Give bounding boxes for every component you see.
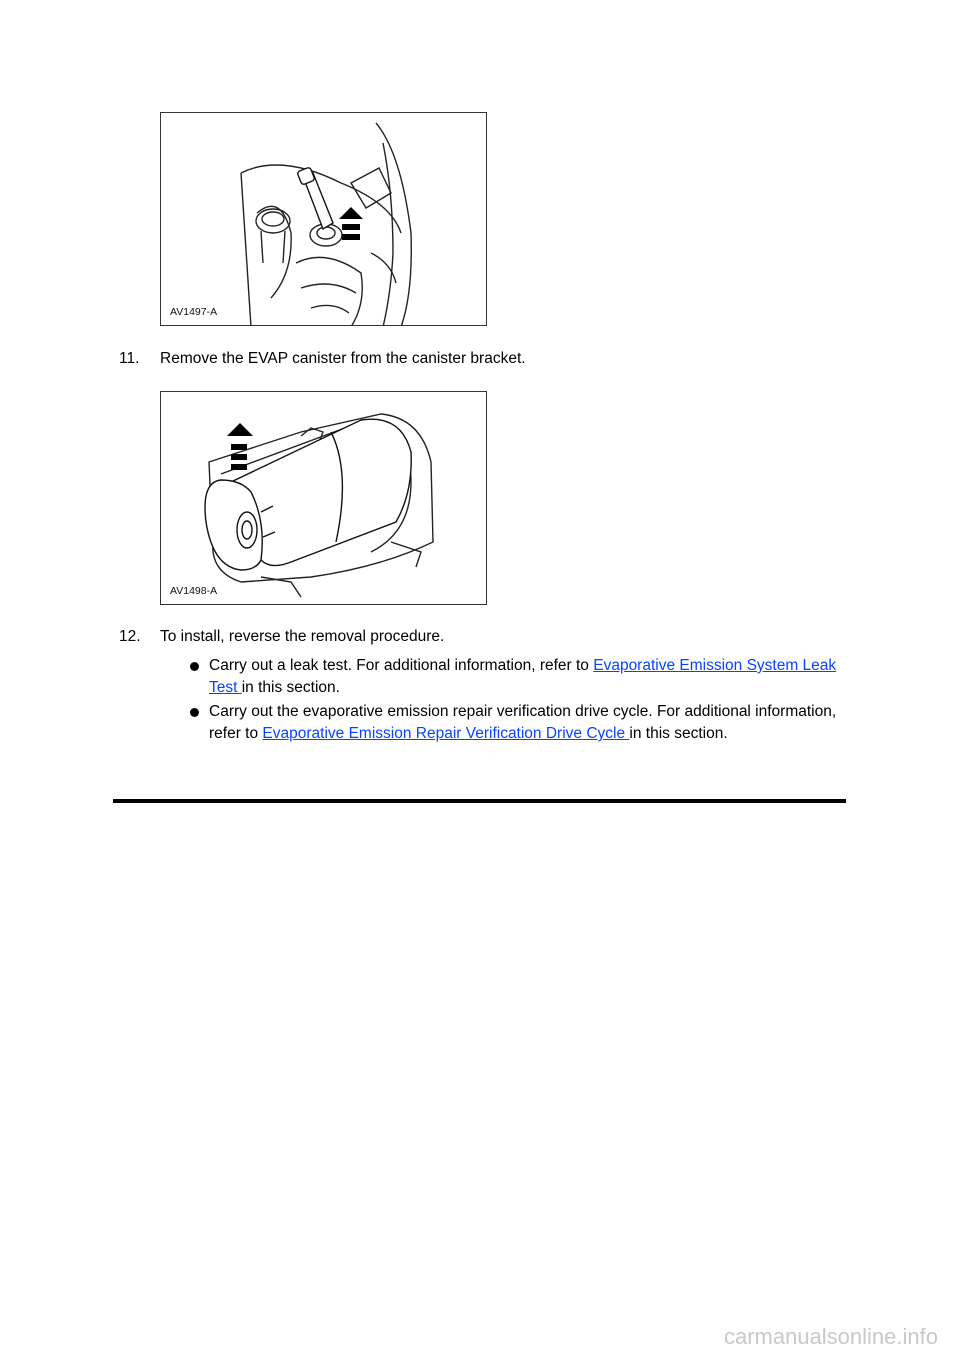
figure-label: AV1497-A (170, 306, 218, 318)
illustration-av1498 (160, 391, 487, 605)
bullet-icon (190, 708, 199, 717)
step-number: 11. (119, 350, 140, 367)
illustration-av1497 (160, 112, 487, 326)
bullet-text-after: in this section. (629, 725, 728, 742)
step-text: Remove the EVAP canister from the canister bracket. (160, 350, 526, 367)
figure-label: AV1498-A (170, 585, 218, 597)
step-number: 12. (119, 628, 141, 645)
bullet-text-before: Carry out a leak test. For additional information, refer to (209, 657, 594, 674)
evap-canister-drawing (161, 392, 487, 605)
section-divider (113, 799, 846, 803)
bullet-item-leak-test (190, 655, 850, 699)
bullet-text (209, 655, 850, 699)
watermark: carmanualsonline.info (723, 1324, 938, 1349)
bullet-item-drive-cycle (190, 701, 850, 745)
evap-hose-drawing (161, 113, 487, 326)
leak-test-link[interactable]: Evaporative Emission System Leak Test (209, 657, 837, 696)
bullet-text-after: in this section. (241, 679, 340, 696)
bullet-icon (190, 662, 199, 671)
step-text: To install, reverse the removal procedure. (160, 628, 445, 645)
drive-cycle-link[interactable]: Evaporative Emission Repair Verification Drive Cycle (262, 725, 630, 742)
bullet-text (209, 701, 850, 745)
bullet-text-before: Carry out the evaporative emission repair verification drive cycle. For additional information, refer to (209, 703, 837, 742)
